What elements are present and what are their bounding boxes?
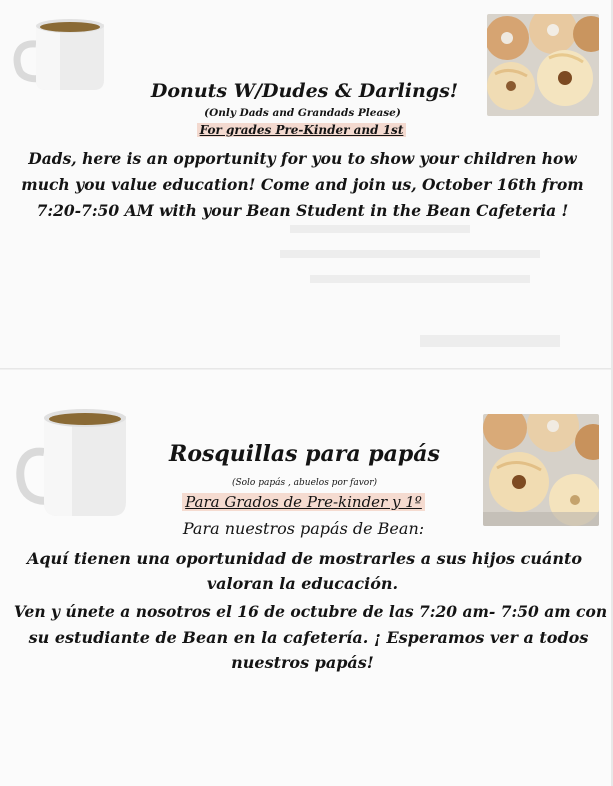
english-body [0,146,609,224]
spanish-grades [0,493,610,511]
spanish-subtitle: (Solo papás , abuelos por favor) [231,478,378,488]
coffee-mug-icon [12,14,112,90]
english-body-line: much you value education! Come and join us, October 16th from [21,175,584,194]
english-grades-label: For grades Pre-Kinder and 1st [197,123,407,137]
english-flyer [0,0,613,370]
english-subtitle: (Only Dads and Grandads Please) [204,107,401,119]
spanish-grades-label: Para Grados de Pre-kinder y 1º [182,493,425,511]
english-body-line: 7:20-7:50 AM with your Bean Student in the Bean Cafeteria ! [36,201,569,220]
spanish-body-line: Ven y únete a nosotros el 16 de octubre de las 7:20 am- 7:50 am con [13,602,608,621]
spanish-greeting: Para nuestros papás de Bean: [182,519,425,538]
spanish-flyer [0,370,613,786]
spanish-body-line: Aquí tienen una oportunidad de mostrarles a sus hijos cuánto [26,549,583,568]
spanish-body-line: valoran la educación. [206,574,399,593]
english-body-line: Dads, here is an opportunity for you to show your children how [28,149,577,168]
english-grades [0,123,608,137]
spanish-title: Rosquillas para papás [169,441,440,467]
spanish-body-line: su estudiante de Bean en la cafetería. ¡ Esperamos ver a todos [28,628,589,647]
spanish-body-line: nuestros papás! [231,653,374,672]
english-title: Donuts W/Dudes & Darlings! [150,80,459,102]
bleed-through-text [280,205,580,365]
